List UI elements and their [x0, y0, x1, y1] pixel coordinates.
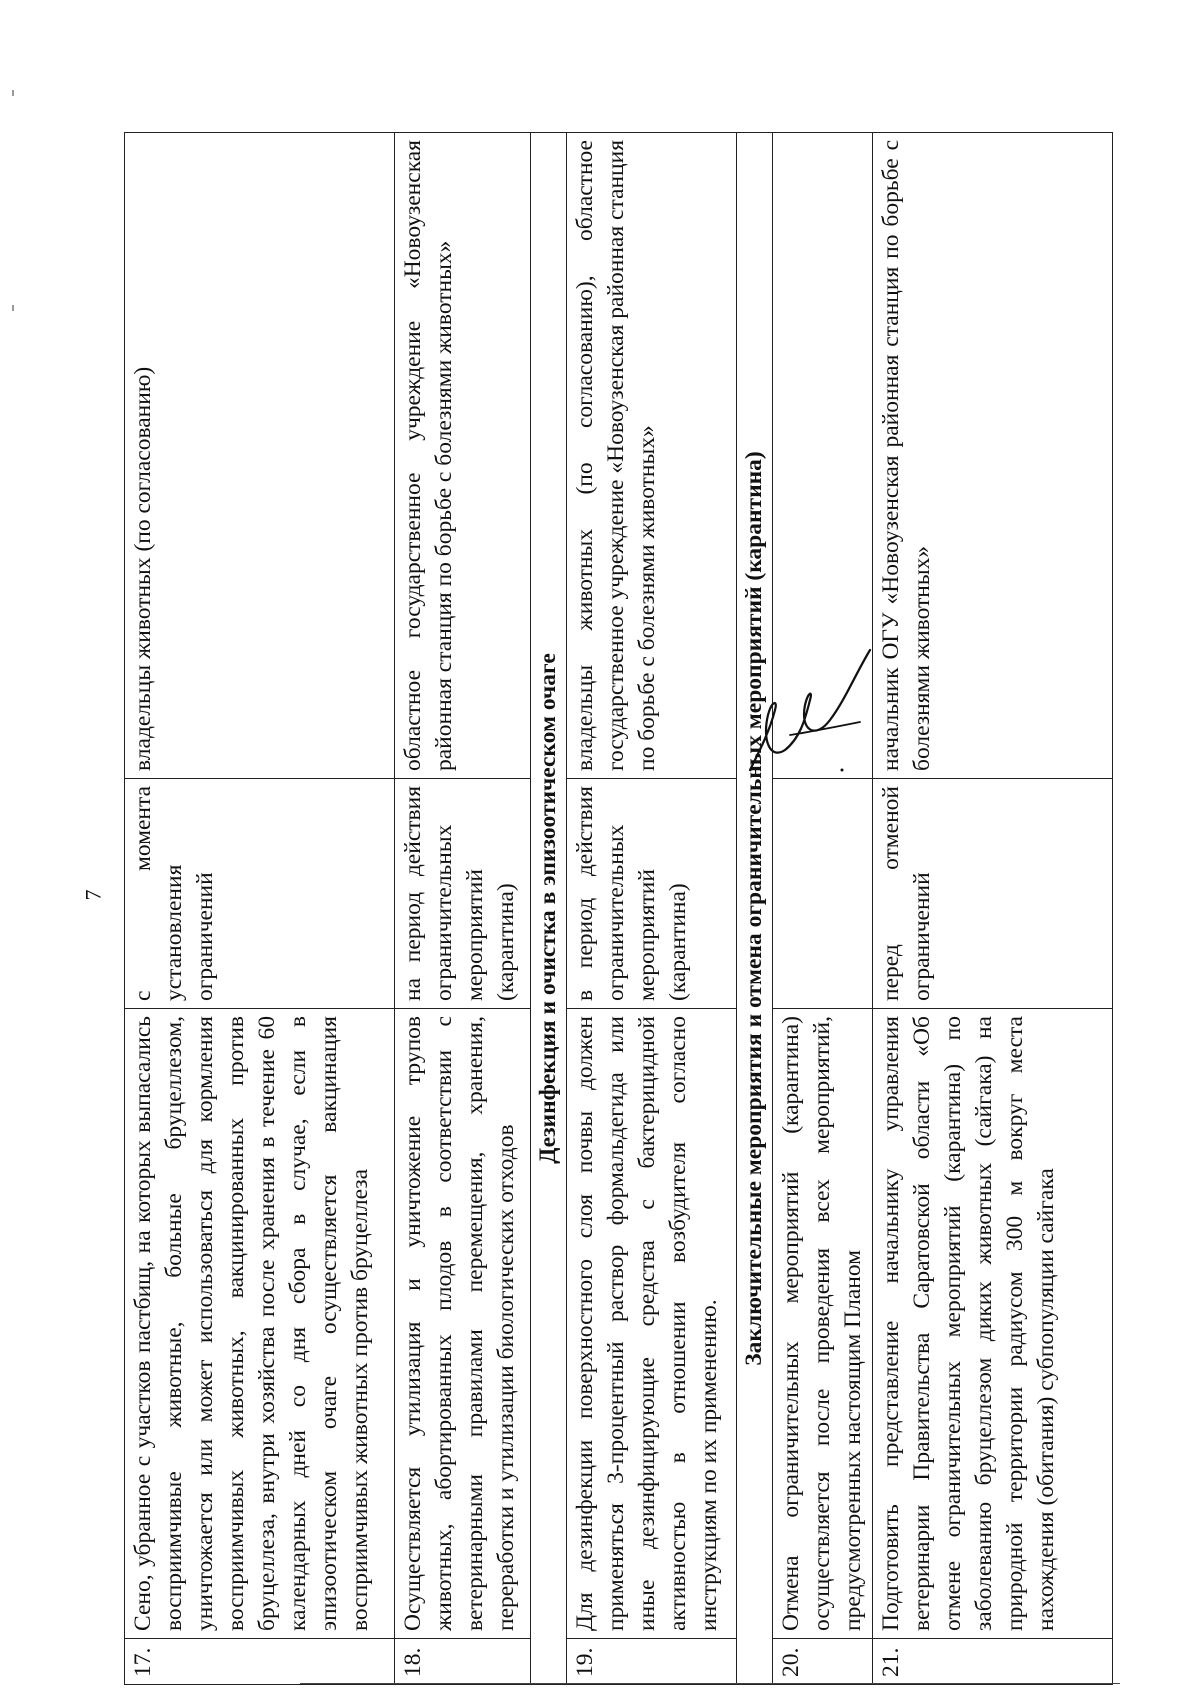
measure-text: Сено, убранное с участков пастбищ, на которых выпасались восприимчивые животные, больные бруцеллезом, уничтожается или может использоваться для кормления восприимчивых животных, вакцинированных против бруцеллеза, внутри хозяйства после хранения в течение 60 календарных дней со дня сбора в случае, если в эпизоотическом очаге осуществляется вакцинация восприимчивых животных против бруцеллеза — [125, 1009, 395, 1639]
term-text — [773, 779, 873, 1009]
row-number: 18. — [395, 1639, 531, 1685]
measure-text: Для дезинфекции поверхностного слоя почвы должен применяться 3-процентный раствор формальдегида или иные дезинфицирующие средства с бактерицидной активностью в отношении возбудителя согласно инструкциям по их применению. — [567, 1009, 737, 1639]
table-row — [773, 133, 873, 1685]
signature-image — [730, 640, 880, 790]
row-number: 19. — [567, 1639, 737, 1685]
row-number: 17. — [125, 1639, 395, 1685]
section-heading: Дезинфекция и очистка в эпизоотическом очаге — [531, 133, 567, 1685]
section-heading: Заключительные мероприятия и отмена ограничительных мероприятий (карантина) — [737, 133, 773, 1685]
scan-mark — [12, 90, 14, 96]
measure-text: Осуществляется утилизация и уничтожение трупов животных, абортированных плодов в соответствии с ветеринарными правилами перемещения, хранения, переработки и утилизации биологических отходов — [395, 1009, 531, 1639]
measure-text: Подготовить представление начальнику управления ветеринарии Правительства Саратовской области «Об отмене ограничительных мероприятий (карантина) по заболеванию бруцеллезом диких животных (сайгака) на природной территории радиусом 300 м вокруг места нахождения (обитания) субпопуляции сайгака — [873, 1009, 1113, 1639]
scan-mark — [12, 305, 14, 311]
section-row — [531, 133, 567, 1685]
measure-text: Отмена ограничительных мероприятий (карантина) осуществляется после проведения всех мероприятий, предусмотренных настоящим Планом — [773, 1009, 873, 1639]
rotated-table-container — [124, 133, 1104, 1685]
responsible-text: владельцы животных (по согласованию), областное государственное учреждение «Новоузенская районная станция по борьбе с болезнями животных» — [567, 133, 737, 779]
page-number: 7 — [80, 889, 106, 901]
table-row — [873, 133, 1113, 1685]
table-row — [125, 133, 395, 1685]
responsible-text: начальник ОГУ «Новоузенская районная станция по борьбе с болезнями животных» — [873, 133, 1113, 779]
term-text: с момента установления ограничений — [125, 779, 395, 1009]
row-number: 21. — [873, 1639, 1113, 1685]
row-number: 20. — [773, 1639, 873, 1685]
section-row — [737, 133, 773, 1685]
term-text: перед отменой ограничений — [873, 779, 1113, 1009]
responsible-text: владельцы животных (по согласованию) — [125, 133, 395, 779]
responsible-text: областное государственное учреждение «Новоузенская районная станция по борьбе с болезнями животных» — [395, 133, 531, 779]
table-row — [395, 133, 531, 1685]
term-text: на период действия ограничительных мероприятий (карантина) — [395, 779, 531, 1009]
measures-table — [124, 132, 1113, 1685]
term-text: в период действия ограничительных мероприятий (карантина) — [567, 779, 737, 1009]
table-row — [567, 133, 737, 1685]
bottom-rule — [300, 1683, 1120, 1684]
